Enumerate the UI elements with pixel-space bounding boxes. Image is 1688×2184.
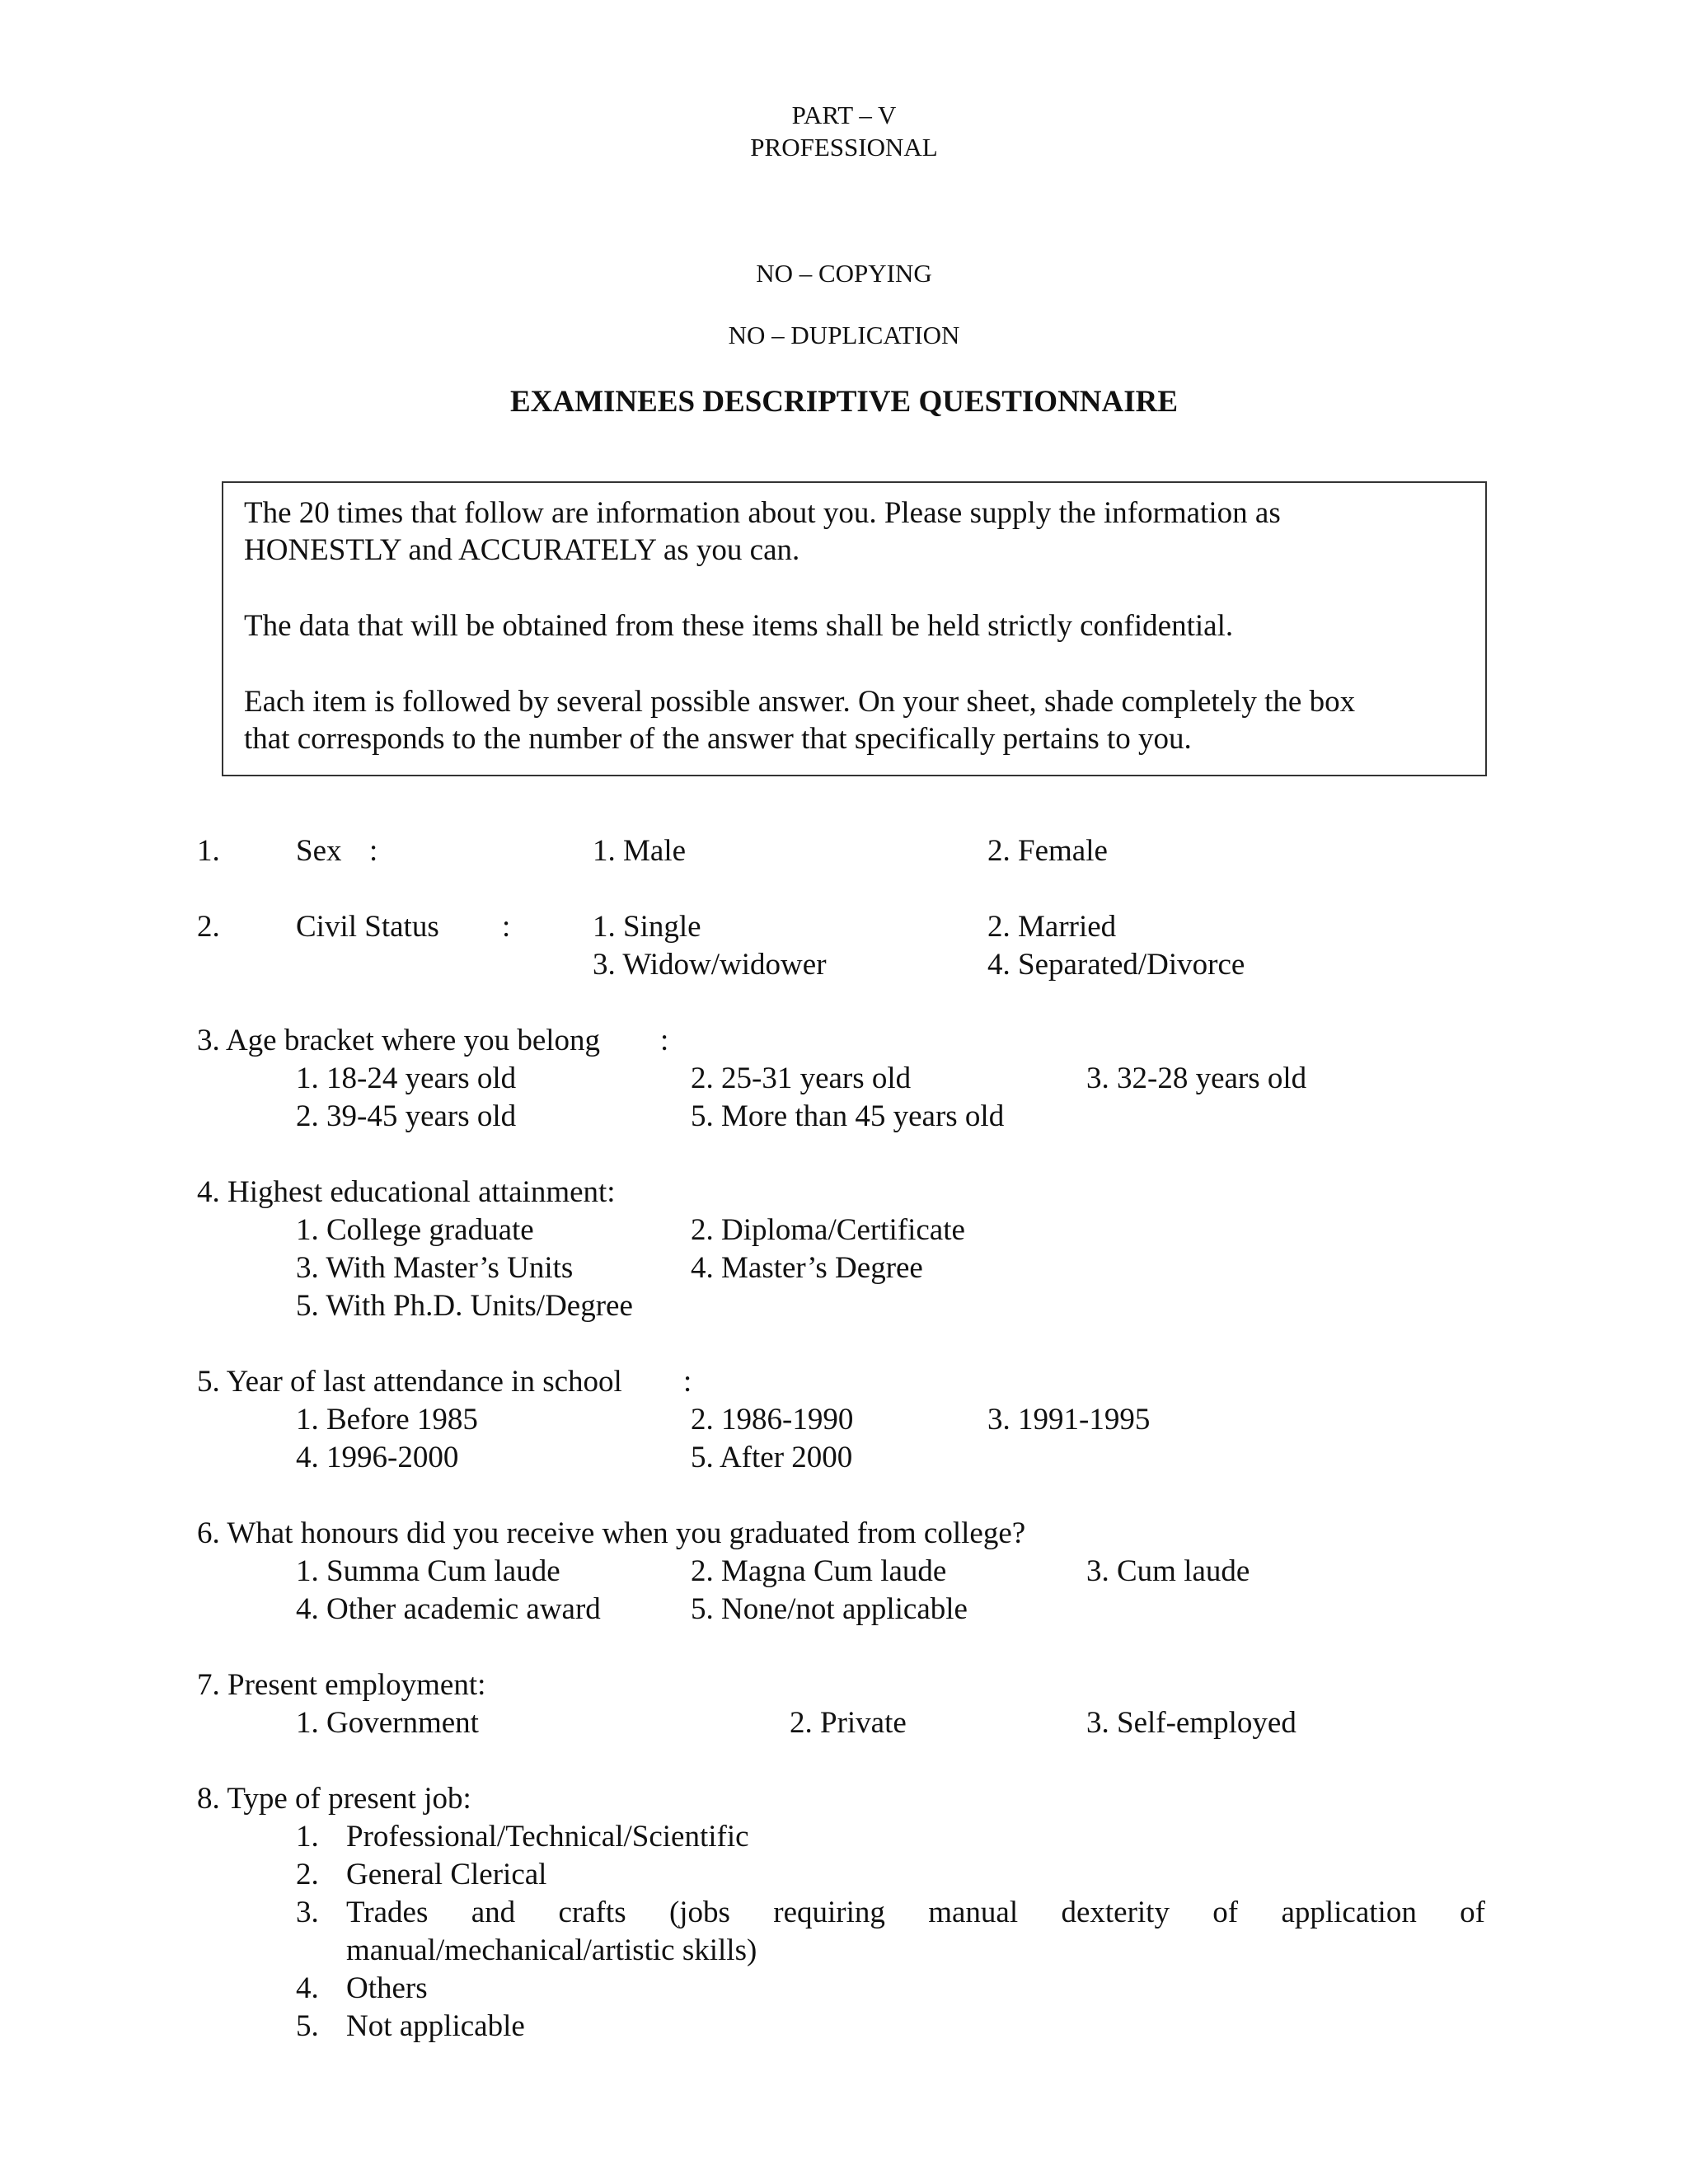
option-1986-1990[interactable]: 2. 1986-1990 (691, 1403, 854, 1436)
page-title: EXAMINEES DESCRIPTIVE QUESTIONNAIRE (509, 385, 1179, 419)
option-number: 5. (296, 2009, 319, 2043)
option-number: 3. (296, 1896, 319, 1929)
instructions-para1-line1: The 20 times that follow are information about you. Please supply the information as (244, 496, 1281, 530)
option-cum-laude[interactable]: 3. Cum laude (1086, 1554, 1250, 1588)
option-none[interactable]: 5. None/not applicable (691, 1592, 968, 1626)
option-magna-cum-laude[interactable]: 2. Magna Cum laude (691, 1554, 947, 1588)
option-age-32-38[interactable]: 3. 32-28 years old (1086, 1062, 1307, 1095)
option-after-2000[interactable]: 5. After 2000 (691, 1441, 853, 1474)
question-colon: : (660, 1024, 669, 1057)
option-not-applicable[interactable]: Not applicable (346, 2009, 525, 2043)
option-before-1985[interactable]: 1. Before 1985 (296, 1403, 478, 1436)
option-number: 1. (296, 1820, 319, 1854)
question-text: 4. Highest educational attainment: (197, 1175, 616, 1209)
instructions-para2: The data that will be obtained from these items shall be held strictly confidential. (244, 609, 1234, 643)
part-heading: PART – V (791, 101, 897, 129)
option-married[interactable]: 2. Married (987, 910, 1117, 944)
no-copying-notice: NO – COPYING (756, 259, 932, 288)
no-duplication-notice: NO – DUPLICATION (728, 321, 960, 349)
question-text: 7. Present employment: (197, 1668, 486, 1702)
option-college-graduate[interactable]: 1. College graduate (296, 1213, 534, 1247)
option-widow[interactable]: 3. Widow/widower (593, 948, 827, 982)
option-trades-crafts-continuation: manual/mechanical/artistic skills) (346, 1933, 757, 1967)
instructions-para1-line2: HONESTLY and ACCURATELY as you can. (244, 533, 800, 567)
option-age-25-31[interactable]: 2. 25-31 years old (691, 1062, 912, 1095)
option-diploma[interactable]: 2. Diploma/Certificate (691, 1213, 965, 1247)
question-text: 8. Type of present job: (197, 1782, 471, 1816)
option-separated[interactable]: 4. Separated/Divorce (987, 948, 1245, 982)
option-masters-degree[interactable]: 4. Master’s Degree (691, 1251, 923, 1285)
option-professional[interactable]: Professional/Technical/Scientific (346, 1820, 749, 1854)
option-government[interactable]: 1. Government (296, 1706, 479, 1740)
option-clerical[interactable]: General Clerical (346, 1858, 547, 1891)
option-other-award[interactable]: 4. Other academic award (296, 1592, 601, 1626)
option-private[interactable]: 2. Private (790, 1706, 907, 1740)
question-colon: : (369, 834, 378, 868)
option-self-employed[interactable]: 3. Self-employed (1086, 1706, 1296, 1740)
option-male[interactable]: 1. Male (593, 834, 687, 868)
question-label: Civil Status (296, 910, 439, 944)
question-colon: : (502, 910, 511, 944)
instructions-para3-line1: Each item is followed by several possible answer. On your sheet, shade completely the box (244, 685, 1356, 719)
question-text: 3. Age bracket where you belong (197, 1024, 601, 1057)
option-masters-units[interactable]: 3. With Master’s Units (296, 1251, 574, 1285)
question-label: Sex (296, 834, 342, 868)
question-text: 5. Year of last attendance in school (197, 1365, 622, 1399)
option-female[interactable]: 2. Female (987, 834, 1108, 868)
option-others[interactable]: Others (346, 1971, 428, 2005)
category-heading: PROFESSIONAL (750, 133, 938, 162)
option-trades-crafts[interactable]: Trades and crafts (jobs requiring manual dexterity of application of (346, 1896, 1485, 1929)
option-age-over-45[interactable]: 5. More than 45 years old (691, 1099, 1005, 1133)
option-1991-1995[interactable]: 3. 1991-1995 (987, 1403, 1151, 1436)
question-text: 6. What honours did you receive when you graduated from college? (197, 1516, 1026, 1550)
option-number: 2. (296, 1858, 319, 1891)
question-number: 1. (197, 834, 220, 868)
option-age-39-45[interactable]: 2. 39-45 years old (296, 1099, 517, 1133)
option-1996-2000[interactable]: 4. 1996-2000 (296, 1441, 459, 1474)
option-phd[interactable]: 5. With Ph.D. Units/Degree (296, 1289, 633, 1323)
question-number: 2. (197, 910, 220, 944)
question-colon: : (683, 1365, 692, 1399)
option-summa-cum-laude[interactable]: 1. Summa Cum laude (296, 1554, 560, 1588)
option-age-18-24[interactable]: 1. 18-24 years old (296, 1062, 517, 1095)
option-single[interactable]: 1. Single (593, 910, 701, 944)
instructions-para3-line2: that corresponds to the number of the answer that specifically pertains to you. (244, 722, 1192, 756)
option-number: 4. (296, 1971, 319, 2005)
